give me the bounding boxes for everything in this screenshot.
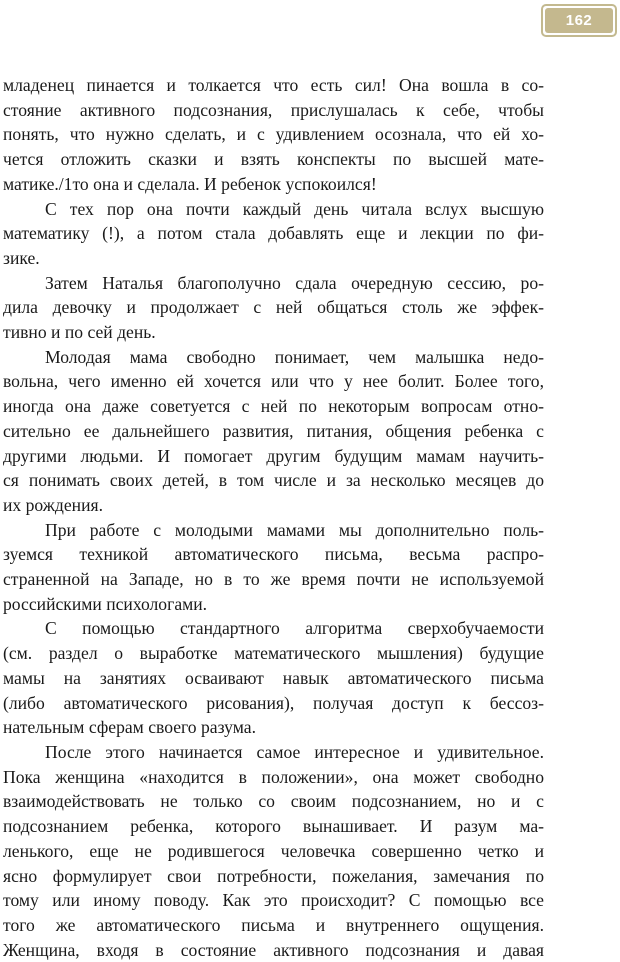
text-line: подсознанием ребенка, которого вынашивает. И разум ма- [3,816,544,837]
text-line: тивно и по сей день. [3,322,156,343]
text-line: (либо автоматического рисования), получая доступ к бессоз- [3,692,544,713]
text-line: чется отложить сказки и взять конспекты по высшей мате- [3,149,544,170]
text-line: Молодая мама свободно понимает, чем малышка недо- [45,346,544,367]
text-line: тому или иному поводу. Как это происходит? С помощью все [3,890,544,911]
text-line: зике. [3,247,40,268]
text-line: понять, что нужно сделать, и с удивлением осознала, что ей хо- [3,124,544,145]
text-line: ленького, еще не родившегося человечка совершенно четко и [3,840,544,861]
text-line: Женщина, входя в состояние активного подсознания и давая [3,939,544,960]
text-line: мамы на занятиях осваивают навык автоматического письма [3,667,544,688]
text-line: матике./1то она и сделала. И ребенок успокоился! [3,173,377,194]
text-line: математику (!), а потом стала добавлять еще и лекции по фи- [3,223,544,244]
text-line: вольна, чего именно ей хочется или что у нее болит. Более того, [3,371,544,392]
text-line: ясно формулирует свои потребности, пожелания, замечания по [3,865,544,886]
text-line: младенец пинается и толкается что есть сил! Она вошла в со- [3,75,544,95]
text-line: страненной на Западе, но в то же время почти не используемой [3,569,544,590]
text-line: Затем Наталья благополучно сдала очередную сессию, ро- [45,272,544,293]
text-line: Пока женщина «находится в положении», она может свободно [3,766,544,787]
text-line: их рождения. [3,494,104,515]
text-line: нательным сферам своего разума. [3,717,256,738]
text-line: С тех пор она почти каждый день читала вслух высшую [45,198,544,219]
text-line: сительно ее дальнейшего развития, питания, общения ребенка с [3,420,544,441]
page-number: 162 [545,8,613,33]
text-line: (см. раздел о выработке математического мышления) будущие [3,643,544,664]
text-line: После этого начинается самое интересное и удивительное. [45,741,544,762]
text-line: стояние активного подсознания, прислушалась к себе, чтобы [3,99,544,120]
text-line: зуемся техникой автоматического письма, весьма распро- [3,544,544,565]
page-number-badge [541,4,617,37]
page-body-text [3,73,544,962]
text-line: иногда она даже советуется с ней по некоторым вопросам отно- [3,396,544,417]
text-line: С помощью стандартного алгоритма сверхобучаемости [45,618,544,639]
text-line: того же автоматического письма и внутреннего ощущения. [3,914,544,935]
text-line: другими людьми. И помогает другим будущим мамам научить- [3,445,544,466]
text-line: дила девочку и продолжает с ней общаться столь же эффек- [3,297,544,318]
text-line: При работе с молодыми мамами мы дополнительно поль- [45,519,544,540]
text-line: взаимодействовать не только со своим подсознанием, но и с [3,791,544,812]
text-line: российскими психологами. [3,593,208,614]
text-line: ся понимать своих детей, в том числе и за несколько месяцев до [3,470,544,491]
